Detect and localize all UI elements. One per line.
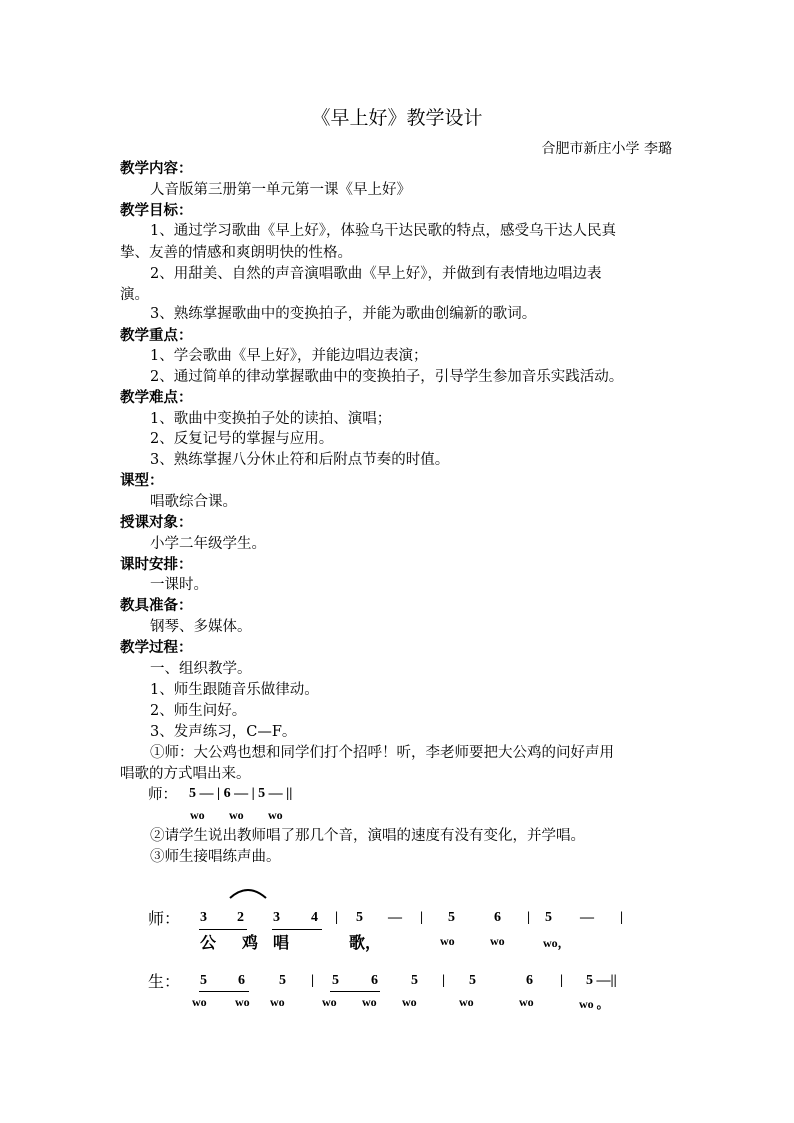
process-step-1: 1、师生跟随音乐做律动。 [150,682,319,698]
score-lyric: wo [192,995,207,1009]
score-barline: | [560,973,564,988]
slur-mark [226,884,270,902]
score-note: 5 —|| [586,973,617,988]
score-barline: | [311,973,315,988]
content-text: 人音版第三册第一单元第一课《早上好》 [150,182,411,198]
score-dash: — [580,910,594,925]
score-lyric: wo 。 [579,997,609,1011]
audience-text: 小学二年级学生。 [150,536,266,552]
process-step-0: 一、组织教学。 [150,661,252,677]
materials-text: 钢琴、多媒体。 [150,619,252,635]
difficulties-heading: 教学难点： [120,390,193,406]
score-lyric: wo [459,995,474,1009]
score-barline: | [335,910,339,925]
process-step-2: 2、师生问好。 [150,703,247,719]
author-line: 合肥市新庄小学 李璐 [541,141,672,157]
process-circle-1-line-2: 唱歌的方式唱出来。 [120,766,251,782]
wo-syllable: wo [190,808,205,822]
process-circle-3: ③师生接唱练声曲。 [150,849,281,865]
score-note: 6 [238,973,245,988]
content-heading: 教学内容： [120,161,193,177]
score-lyric: 公 [200,933,217,952]
score-note: 5 [469,973,476,988]
underline-beam [199,991,249,992]
score-note: 6 [494,910,501,925]
difficulty-1: 1、歌曲中变换拍子处的读拍、演唱； [150,411,392,427]
score-lyric: wo [440,934,455,948]
score-lyric: wo [235,995,250,1009]
lesson-type-text: 唱歌综合课。 [150,494,237,510]
materials-heading: 教具准备： [120,598,193,614]
key-point-1: 1、学会歌曲《早上好》，并能边唱边表演； [150,348,428,364]
wo-syllable: wo [229,808,244,822]
score-lyric: wo [402,995,417,1009]
score-note: 4 [311,910,318,925]
goal-2-line-1: 2、用甜美、自然的声音演唱歌曲《早上好》，并做到有表情地边唱边表 [150,266,602,282]
teacher-label: 师： [148,787,177,803]
goal-1-line-1: 1、通过学习歌曲《早上好》，体验乌干达民歌的特点，感受乌干达人民真 [150,223,616,239]
score-lyric: wo [519,995,534,1009]
score-note: 5 [545,910,552,925]
difficulty-3: 3、熟练掌握八分休止符和后附点节奏的时值。 [150,452,450,468]
score-note: 5 [332,973,339,988]
process-heading: 教学过程： [120,640,193,656]
score-lyric: wo [270,995,285,1009]
score-barline: | [527,910,531,925]
process-circle-2: ②请学生说出教师唱了那几个音，演唱的速度有没有变化，并学唱。 [150,828,585,844]
score-lyric: wo [490,934,505,948]
score-barline: | [620,910,624,925]
score-teacher-label: 师： [148,909,181,928]
key-point-2: 2、通过简单的律动掌握歌曲中的变换拍子，引导学生参加音乐实践活动。 [150,369,624,385]
schedule-text: 一课时。 [150,577,208,593]
score-note: 5 [279,973,286,988]
schedule-heading: 课时安排： [120,557,193,573]
score-barline: | [442,973,446,988]
score-lyric: 唱 [273,933,290,952]
score-note: 5 [411,973,418,988]
goal-1-line-2: 挚、友善的情感和爽朗明快的性格。 [120,245,352,261]
score-note: 5 [356,910,363,925]
score-lyric: wo [322,995,337,1009]
score-lyric: wo， [543,936,570,950]
wo-syllable: wo [268,808,283,822]
score-lyric: 鸡 [242,933,259,952]
score-note: 6 [526,973,533,988]
score-student-label: 生： [148,972,181,991]
score-dash: — [388,910,402,925]
notation-line-1: 5 — | 6 — | 5 — || [189,786,293,801]
goal-2-line-2: 演。 [120,287,149,303]
goal-3: 3、熟练掌握歌曲中的变换拍子，并能为歌曲创编新的歌词。 [150,306,537,322]
goals-heading: 教学目标： [120,203,193,219]
document-title: 《早上好》教学设计 [311,107,483,129]
score-note: 6 [371,973,378,988]
lesson-type-heading: 课型： [120,473,164,489]
score-note: 5 [200,973,207,988]
score-note: 5 [448,910,455,925]
difficulty-2: 2、反复记号的掌握与应用。 [150,431,334,447]
underline-beam [330,991,380,992]
score-lyric: wo [362,995,377,1009]
key-points-heading: 教学重点： [120,328,193,344]
score-barline: | [420,910,424,925]
score-note: 3 [200,910,207,925]
score-note: 3 [273,910,280,925]
audience-heading: 授课对象： [120,515,193,531]
process-circle-1-line-1: ①师：大公鸡也想和同学们打个招呼！听，李老师要把大公鸡的问好声用 [150,745,614,761]
score-lyric: 歌， [349,933,382,952]
process-step-3: 3、发声练习，C—F。 [150,724,297,740]
score-note: 2 [237,910,244,925]
